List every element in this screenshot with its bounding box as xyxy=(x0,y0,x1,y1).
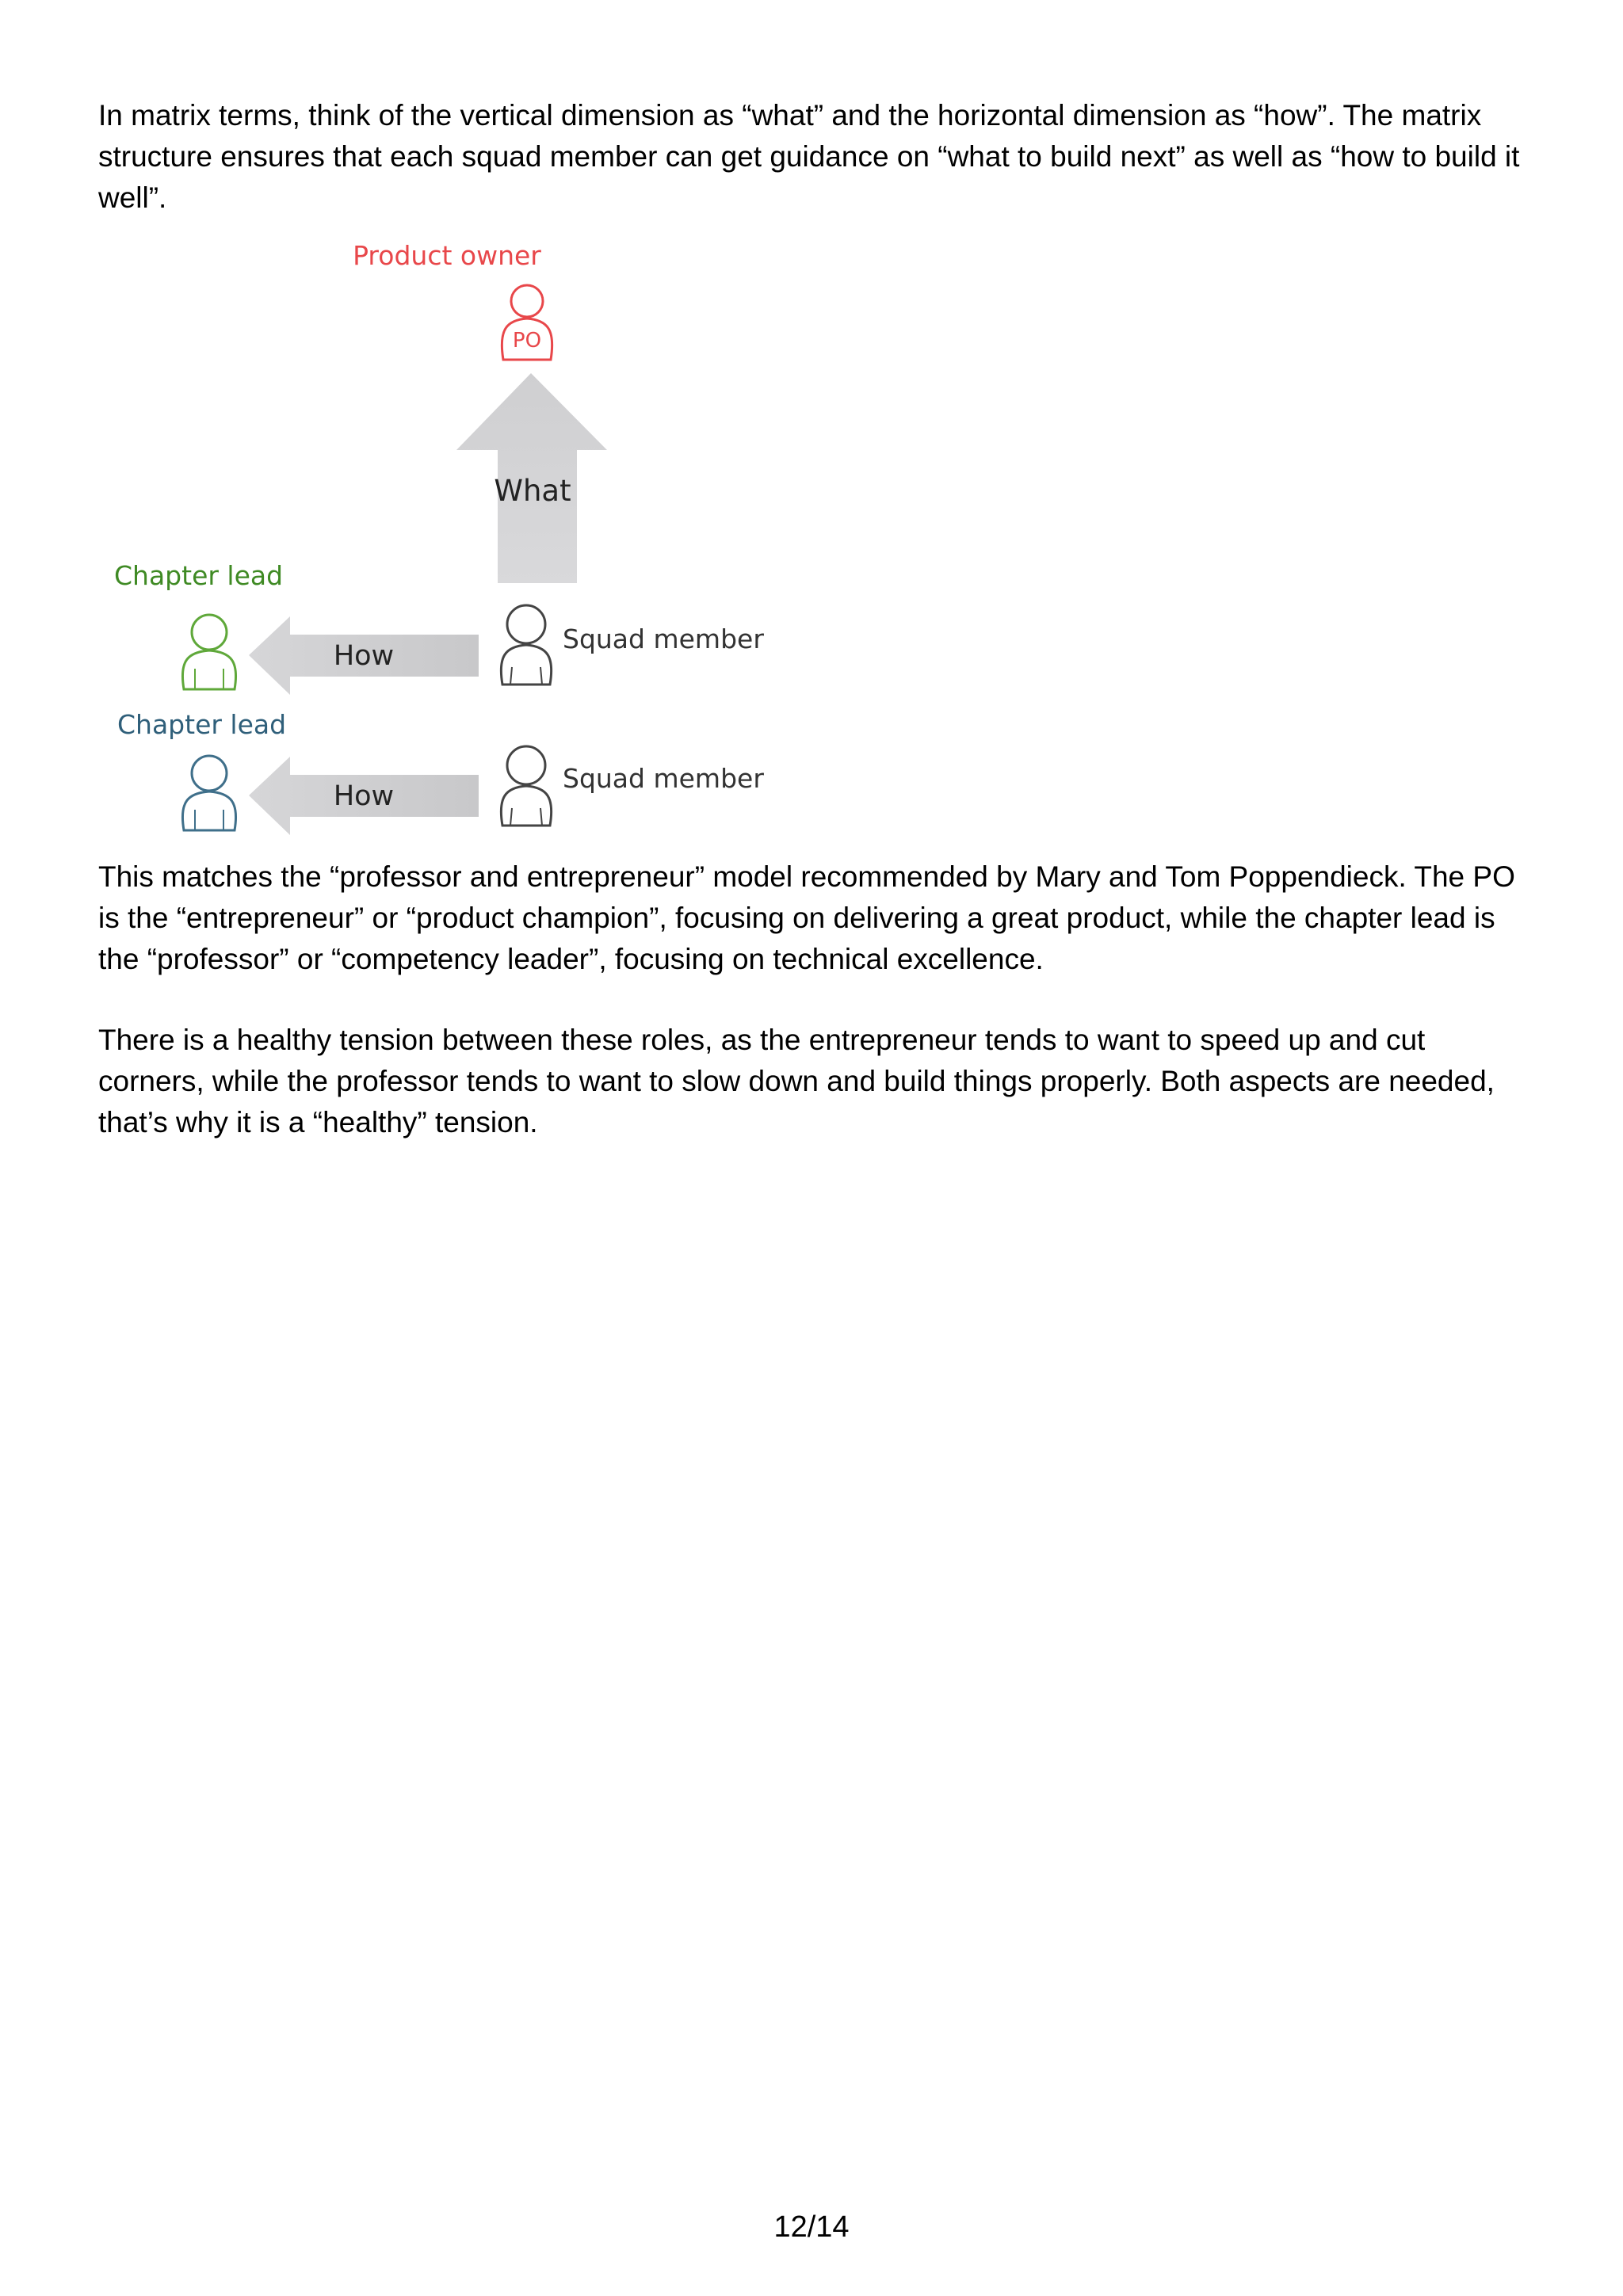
po-badge: PO xyxy=(512,329,542,353)
matrix-diagram-svg xyxy=(98,227,812,845)
squad-member-label: Squad member xyxy=(563,763,764,794)
paragraph-professor-entrepreneur: This matches the “professor and entrepreneur” model recommended by Mary and Tom Poppendieck. The PO is the “entrepreneur” or “product champion”, focusing on delivering a great product, while the chapter lead is the “professor” or “competency leader”, focusing on technical excellence. xyxy=(98,860,1515,975)
squad-member-person-icon xyxy=(501,746,551,826)
matrix-diagram xyxy=(98,227,812,845)
product-owner-label: Product owner xyxy=(353,240,541,271)
chapter-lead-label: Chapter lead xyxy=(117,709,287,740)
paragraph-matrix-terms: In matrix terms, think of the vertical dimension as “what” and the horizontal dimension as “how”. The matrix structure ensures that each squad member can get guidance on “what to build next” as well as “how to build it well”. xyxy=(98,99,1520,214)
how-label: How xyxy=(333,640,395,672)
squad-member-person-icon xyxy=(501,605,551,685)
page-number: 12/14 xyxy=(773,2210,850,2244)
what-label: What xyxy=(494,474,571,508)
chapter-lead-person-icon xyxy=(182,756,235,830)
paragraph-healthy-tension: There is a healthy tension between these roles, as the entrepreneur tends to want to speed up and cut corners, while the professor tends to want to slow down and build things properly. Both aspects are needed, that’s why it is a “healthy” tension. xyxy=(98,1024,1495,1138)
squad-member-label: Squad member xyxy=(563,624,764,654)
how-label: How xyxy=(333,780,395,812)
chapter-lead-person-icon xyxy=(182,615,235,689)
chapter-lead-label: Chapter lead xyxy=(114,560,284,591)
